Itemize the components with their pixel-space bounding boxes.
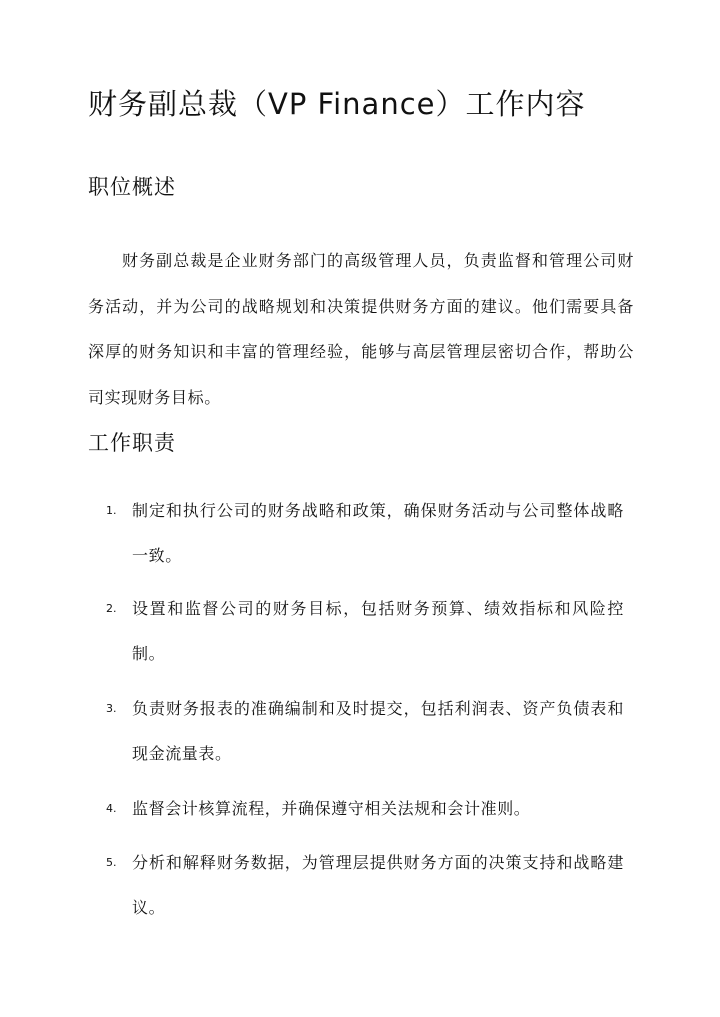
list-item-number: 2. bbox=[106, 602, 117, 615]
list-item-number: 4. bbox=[106, 802, 117, 815]
list-item-number: 3. bbox=[106, 702, 117, 715]
section-heading-responsibilities: 工作职责 bbox=[88, 431, 176, 455]
overview-paragraph: 财务副总裁是企业财务部门的高级管理人员，负责监督和管理公司财务活动，并为公司的战略规划和决策提供财务方面的建议。他们需要具备深厚的财务知识和丰富的管理经验，能够与高层管理层密切合作，帮助公司实现财务目标。 bbox=[88, 251, 634, 407]
document-title: 财务副总裁（VP Finance）工作内容 bbox=[88, 87, 586, 121]
list-item-text: 制定和执行公司的财务战略和政策，确保财务活动与公司整体战略一致。 bbox=[132, 501, 624, 565]
list-item-number: 1. bbox=[106, 504, 117, 517]
list-item-text: 负责财务报表的准确编制和及时提交，包括利润表、资产负债表和现金流量表。 bbox=[132, 699, 624, 763]
list-item-text: 分析和解释财务数据，为管理层提供财务方面的决策支持和战略建议。 bbox=[132, 853, 624, 917]
list-item-text: 设置和监督公司的财务目标，包括财务预算、绩效指标和风险控制。 bbox=[132, 599, 624, 663]
list-item-number: 5. bbox=[106, 856, 117, 869]
list-item-text: 监督会计核算流程，并确保遵守相关法规和会计准则。 bbox=[132, 799, 531, 818]
section-heading-overview: 职位概述 bbox=[88, 175, 176, 199]
